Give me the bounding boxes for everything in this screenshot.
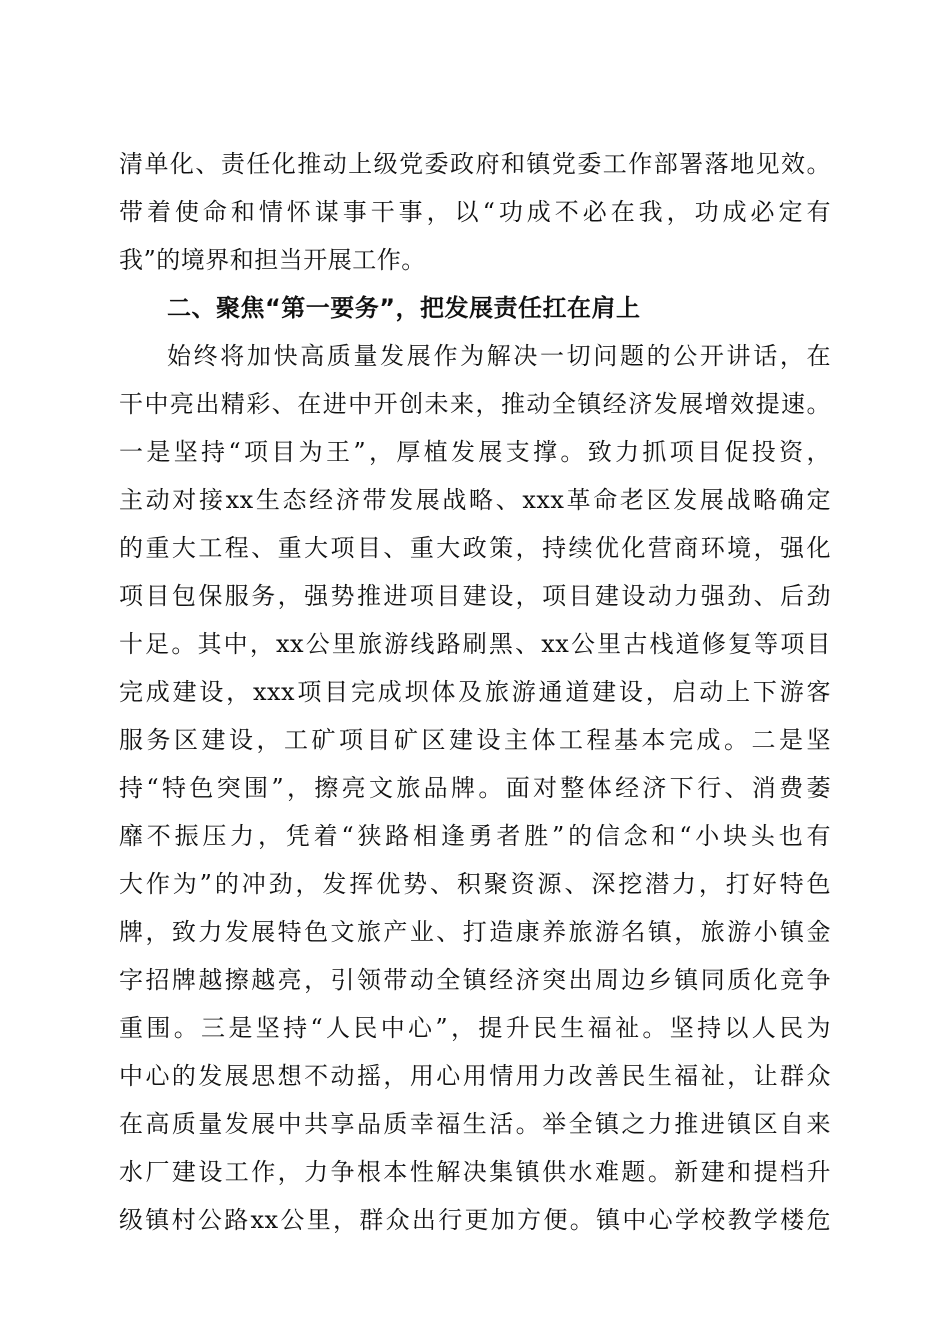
paragraph-line: 靡不振压力，凭着“狭路相逢勇者胜”的信念和“小块头也有: [119, 822, 831, 850]
paragraph-line: 服务区建设，工矿项目矿区建设主体工程基本完成。二是坚: [119, 726, 831, 754]
paragraph-line: 十足。其中，xx公里旅游线路刷黑、xx公里古栈道修复等项目: [119, 630, 831, 658]
paragraph-line: 级镇村公路xx公里，群众出行更加方便。镇中心学校教学楼危: [119, 1206, 831, 1234]
paragraph-line: 项目包保服务，强势推进项目建设，项目建设动力强劲、后劲: [119, 582, 831, 610]
paragraph-line: 的重大工程、重大项目、重大政策，持续优化营商环境，强化: [119, 534, 831, 562]
paragraph-line: 在高质量发展中共享品质幸福生活。举全镇之力推进镇区自来: [119, 1110, 831, 1138]
paragraph-line: 干中亮出精彩、在进中开创未来，推动全镇经济发展增效提速。: [119, 390, 831, 418]
paragraph-line: 清单化、责任化推动上级党委政府和镇党委工作部署落地见效。: [119, 150, 831, 178]
paragraph-line: 主动对接xx生态经济带发展战略、xxx革命老区发展战略确定: [119, 486, 831, 514]
paragraph-line: 大作为”的冲劲，发挥优势、积聚资源、深挖潜力，打好特色: [119, 870, 831, 898]
section-heading-2: 二、聚焦“第一要务”，把发展责任扛在肩上: [167, 294, 641, 322]
document-body: [119, 140, 831, 1244]
paragraph-line: 牌，致力发展特色文旅产业、打造康养旅游名镇，旅游小镇金: [119, 918, 831, 946]
paragraph-line: 始终将加快高质量发展作为解决一切问题的公开讲话，在: [167, 342, 831, 370]
paragraph-line: 持“特色突围”，擦亮文旅品牌。面对整体经济下行、消费萎: [119, 774, 831, 802]
paragraph-line: 重围。三是坚持“人民中心”，提升民生福祉。坚持以人民为: [119, 1014, 831, 1042]
paragraph-1: [119, 140, 831, 284]
paragraph-line: 一是坚持“项目为王”，厚植发展支撑。致力抓项目促投资，: [119, 438, 831, 466]
paragraph-line: 我”的境界和担当开展工作。: [119, 246, 426, 274]
paragraph-line: 水厂建设工作，力争根本性解决集镇供水难题。新建和提档升: [119, 1158, 831, 1186]
paragraph-line: 字招牌越擦越亮，引领带动全镇经济突出周边乡镇同质化竞争: [119, 966, 831, 994]
paragraph-line: 中心的发展思想不动摇，用心用情用力改善民生福祉，让群众: [119, 1062, 831, 1090]
paragraph-line: 带着使命和情怀谋事干事，以“功成不必在我，功成必定有: [119, 198, 831, 226]
paragraph-line: 完成建设，xxx项目完成坝体及旅游通道建设，启动上下游客: [119, 678, 831, 706]
paragraph-2: [119, 332, 831, 1244]
